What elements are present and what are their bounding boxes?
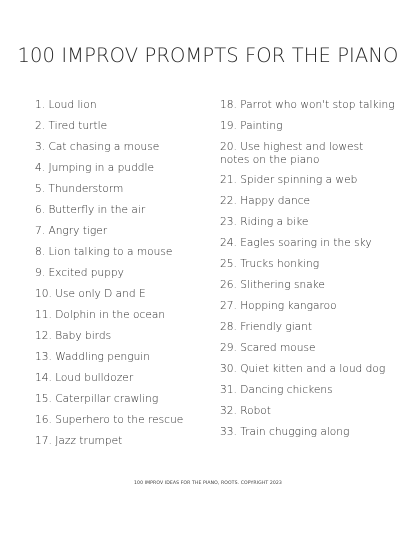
list-item: 11. Dolphin in the ocean: [35, 309, 166, 321]
list-item: 27. Hopping kangaroo: [220, 300, 337, 312]
list-item: 3. Cat chasing a mouse: [35, 141, 160, 153]
list-item: 1. Loud lion: [35, 99, 97, 111]
list-item: 4. Jumping in a puddle: [35, 162, 154, 174]
list-item: 5. Thunderstorm: [35, 183, 124, 195]
copyright-footer: 100 IMPROV IDEAS FOR THE PIANO, ROOTS. COPYRIGHT 2023: [134, 481, 282, 486]
list-item: 14. Loud bulldozer: [35, 372, 134, 384]
list-item: 20. Use highest and lowest notes on the piano: [220, 141, 364, 166]
list-item: 24. Eagles soaring in the sky: [220, 237, 372, 249]
list-item: 22. Happy dance: [220, 195, 311, 207]
list-item: 16. Superhero to the rescue: [35, 414, 184, 426]
list-item: 9. Excited puppy: [35, 267, 124, 279]
list-item: 7. Angry tiger: [35, 225, 108, 237]
list-item: 21. Spider spinning a web: [220, 174, 358, 186]
list-item: 23. Riding a bike: [220, 216, 309, 228]
list-item: 6. Butterfly in the air: [35, 204, 146, 216]
prompt-list-right: [220, 99, 395, 447]
list-item: 2. Tired turtle: [35, 120, 108, 132]
list-item: 26. Slithering snake: [220, 279, 325, 291]
list-item: 17. Jazz trumpet: [35, 435, 123, 447]
list-item: 18. Parrot who won't stop talking: [220, 99, 395, 111]
list-item: 28. Friendly giant: [220, 321, 313, 333]
prompt-list-left: [35, 99, 210, 456]
list-item: 33. Train chugging along: [220, 426, 350, 438]
list-item: 12. Baby birds: [35, 330, 112, 342]
list-item: 15. Caterpillar crawling: [35, 393, 159, 405]
page-title: 100 IMPROV PROMPTS FOR THE PIANO: [17, 44, 399, 67]
list-item: 19. Painting: [220, 120, 283, 132]
list-item: 30. Quiet kitten and a loud dog: [220, 363, 386, 375]
list-item: 13. Waddling penguin: [35, 351, 150, 363]
list-item: 29. Scared mouse: [220, 342, 316, 354]
list-item: 31. Dancing chickens: [220, 384, 333, 396]
list-item: 10. Use only D and E: [35, 288, 146, 300]
list-item: 25. Trucks honking: [220, 258, 320, 270]
list-item: 32. Robot: [220, 405, 271, 417]
list-item: 8. Lion talking to a mouse: [35, 246, 173, 258]
